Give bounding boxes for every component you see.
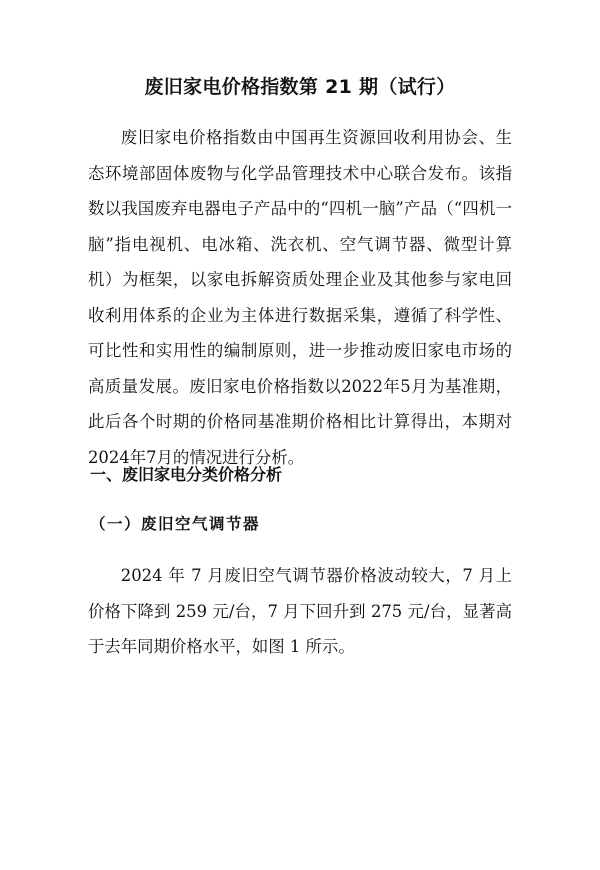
intro-paragraph: 废旧家电价格指数由中国再生资源回收利用协会、生态环境部固体废物与化学品管理技术中心联合发布。该指数以我国废弃电器电子产品中的“四机一脑”产品（“四机一脑”指电视机、电冰箱、洗衣机、空气调节器、微型计算机）为框架，以家电拆解资质处理企业及其他参与家电回收利用体系的企业为主体进行数据采集，遵循了科学性、可比性和实用性的编制原则，进一步推动废旧家电市场的高质量发展。废旧家电价格指数以2022年5月为基准期，此后各个时期的价格同基准期价格相比计算得出，本期对2024年7月的情况进行分析。 [88,128,512,467]
document-title: 废旧家电价格指数第 21 期（试行） [144,76,456,98]
subsection-heading: （一）废旧空气调节器 [90,514,261,533]
section-heading: 一、废旧家电分类价格分析 [90,465,283,484]
air-conditioner-paragraph: 2024 年 7 月废旧空气调节器价格波动较大，7 月上价格下降到 259 元/台，7 月下回升到 275 元/台，显著高于去年同期价格水平，如图 1 所示。 [88,566,512,656]
